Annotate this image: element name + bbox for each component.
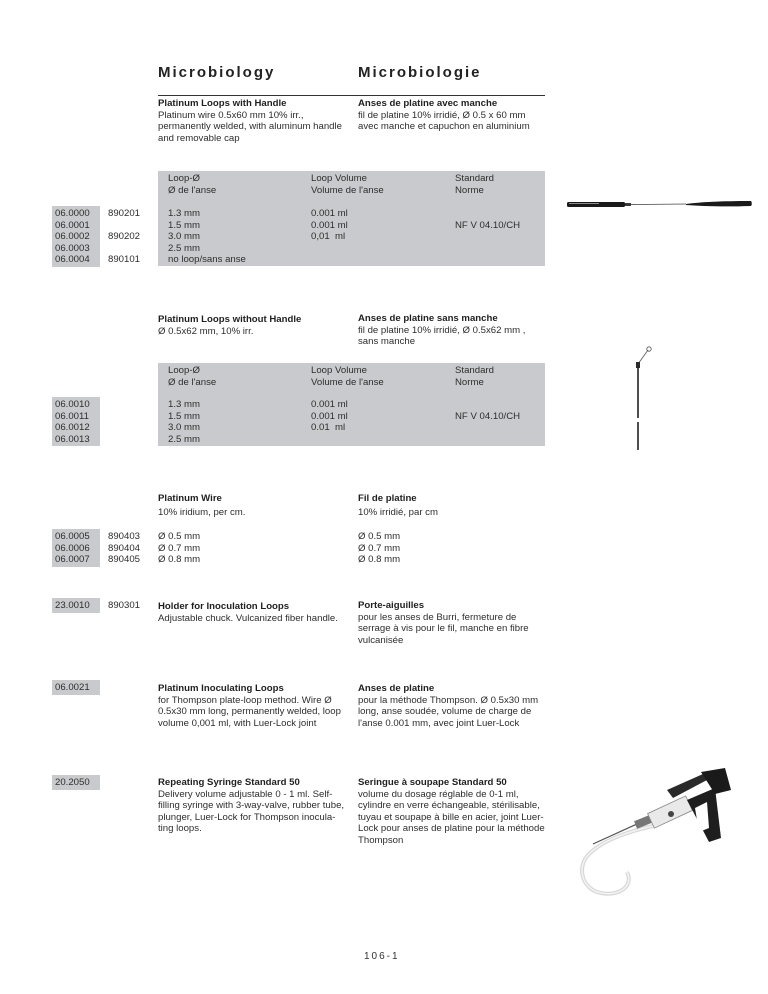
s3-size-fr: Ø 0.7 mm [358, 542, 401, 554]
s1-ref [108, 220, 140, 232]
loop-with-handle-image [566, 196, 756, 212]
s1-volumes [311, 208, 348, 243]
s3-sizes-en [158, 531, 200, 566]
s3-size-fr: Ø 0.5 mm [358, 531, 401, 542]
s6-desc-en-2: filling syringe with 3-way-valve, rubber tube, [158, 800, 345, 811]
s1-refs [108, 208, 140, 266]
syringe-image [575, 768, 743, 913]
s5-desc-fr-3: l'anse 0.001 mm, avec joint Luer-Lock [358, 717, 520, 729]
chuck-shape [625, 203, 631, 206]
s1-sizes [168, 208, 246, 266]
s3-desc-fr-1: 10% irridié, par cm [358, 506, 438, 518]
s3-ref: 890405 [108, 554, 141, 565]
s1-th-volume [311, 173, 384, 196]
s1-ref: 890201 [108, 208, 141, 219]
s1-standard: NF V 04.10/CH [455, 220, 521, 231]
s1-volume: 0,01 ml [311, 231, 346, 242]
page-number: 106-1 [364, 951, 400, 962]
s1-th-standard-fr: Norme [455, 184, 484, 196]
s3-size-en: Ø 0.5 mm [158, 531, 201, 542]
header-divider [158, 95, 545, 96]
s6-desc-fr-1: volume du dosage réglable de 0-1 ml, [358, 788, 519, 800]
s1-desc-en-1: Platinum wire 0.5x60 mm 10% irr., [158, 109, 304, 121]
s1-size: 2.5 mm [168, 242, 200, 254]
s3-sizes-fr [358, 531, 400, 566]
s1-desc-en-2: permanently welded, with aluminum handle [158, 121, 342, 132]
s1-ref: 890202 [108, 231, 141, 242]
s1-desc-fr-1: fil de platine 10% irridié, Ø 0.5 x 60 mm [358, 109, 526, 121]
s1-code: 06.0000 [55, 208, 90, 219]
handle-highlight [569, 203, 599, 204]
s2-th-loop-fr: Ø de l'anse [168, 376, 217, 388]
s3-title-fr: Fil de platine [358, 493, 417, 504]
s1-ref [108, 243, 140, 255]
s1-volume: 0.001 ml [311, 208, 348, 219]
s1-volume: 0.001 ml [311, 219, 348, 231]
s2-volumes [311, 399, 348, 434]
sleeve-shape [686, 201, 752, 206]
s1-th-standard-en: Standard [455, 173, 494, 184]
s5-en-block [158, 683, 353, 729]
s1-fr-block [358, 98, 548, 133]
s6-desc-en-3: plunger, Luer-Lock for Thompson inocula- [158, 811, 336, 823]
s2-code: 06.0013 [55, 433, 90, 445]
s4-ref: 890301 [108, 600, 141, 611]
loop-wire [638, 350, 648, 364]
s4-title-fr: Porte-aiguilles [358, 600, 425, 611]
s6-desc-fr-4: Lock pour anses de platine pour la méthode [358, 823, 545, 834]
s1-desc-en-3: and removable cap [158, 132, 240, 144]
s5-desc-fr-1: pour la méthode Thompson. Ø 0.5x30 mm [358, 694, 539, 706]
s1-ref: 890101 [108, 254, 141, 265]
s4-desc-fr-1: pour les anses de Burri, fermeture de [358, 611, 517, 623]
s1-size: 1.5 mm [168, 219, 200, 231]
s3-code: 06.0005 [55, 531, 90, 542]
s6-en-block [158, 777, 353, 835]
s6-title-fr: Seringue à soupape Standard 50 [358, 777, 507, 788]
s3-ref: 890403 [108, 531, 141, 542]
s1-desc-fr-2: avec manche et capuchon en aluminium [358, 121, 530, 132]
s1-code: 06.0004 [55, 254, 90, 265]
s1-size: no loop/sans anse [168, 254, 246, 265]
s4-title-en: Holder for Inoculation Loops [158, 601, 290, 612]
s3-code: 06.0006 [55, 542, 90, 554]
loop-without-handle-image [628, 344, 654, 452]
s2-th-volume-fr: Volume de l'anse [311, 376, 384, 388]
s6-desc-fr-2: cylindre en verre échangeable, stérilisable, [358, 800, 540, 811]
s2-size: 1.5 mm [168, 410, 200, 422]
s6-desc-en-1: Delivery volume adjustable 0 - 1 ml. Self- [158, 788, 333, 800]
s3-desc-en-1: 10% iridium, per cm. [158, 506, 246, 518]
s1-th-loop-fr: Ø de l'anse [168, 184, 217, 196]
s5-title-en: Platinum Inoculating Loops [158, 683, 284, 694]
s1-size: 3.0 mm [168, 231, 200, 242]
s2-title-fr: Anses de platine sans manche [358, 313, 498, 324]
plunger-lever [701, 768, 731, 794]
s5-title-fr: Anses de platine [358, 683, 435, 694]
s3-refs [108, 531, 140, 566]
s2-en-block [158, 314, 353, 337]
s4-desc-fr-2: serrage à vis pour le fil, manche en fibre [358, 623, 529, 634]
s6-desc-en-4: ting loops. [158, 823, 202, 834]
s1-code: 06.0002 [55, 231, 90, 242]
s6-title-en: Repeating Syringe Standard 50 [158, 777, 300, 788]
s2-th-volume-en: Loop Volume [311, 365, 368, 376]
s1-codes [52, 206, 100, 267]
s3-size-en: Ø 0.7 mm [158, 542, 201, 554]
header-left-title: Microbiology [158, 64, 276, 81]
s2-th-standard [455, 365, 494, 388]
s3-size-en: Ø 0.8 mm [158, 554, 201, 565]
s4-desc-en-1: Adjustable chuck. Vulcanized fiber handle. [158, 612, 338, 624]
s2-desc-fr-2: sans manche [358, 336, 416, 347]
s2-th-loop-en: Loop-Ø [168, 365, 200, 376]
s2-fr-block [358, 313, 548, 348]
s1-th-loop-en: Loop-Ø [168, 173, 200, 184]
s3-en-block [158, 493, 353, 518]
s3-codes [52, 529, 100, 567]
s4-code: 23.0010 [52, 598, 100, 613]
loop-chuck [636, 362, 640, 368]
s1-th-volume-en: Loop Volume [311, 173, 368, 184]
s2-th-standard-fr: Norme [455, 376, 484, 388]
s3-code: 06.0007 [55, 554, 90, 565]
s5-fr-block [358, 683, 548, 729]
s1-title-en: Platinum Loops with Handle [158, 98, 287, 109]
s3-title-en: Platinum Wire [158, 493, 222, 504]
s6-code: 20.2050 [52, 775, 100, 790]
s2-size: 1.3 mm [168, 399, 200, 410]
s2-size: 2.5 mm [168, 433, 200, 445]
s4-desc-fr-3: vulcanisée [358, 634, 404, 646]
s3-ref: 890404 [108, 542, 141, 554]
s5-desc-en-3: volume 0,001 ml, with Luer-Lock joint [158, 717, 317, 729]
s1-th-volume-fr: Volume de l'anse [311, 184, 384, 196]
s2-volume: 0.01 ml [311, 422, 346, 433]
s5-desc-fr-2: long, anse soudée, volume de charge de [358, 706, 532, 717]
s2-code: 06.0012 [55, 422, 90, 433]
s4-fr-block [358, 600, 548, 646]
handle-shape [567, 202, 625, 207]
s6-fr-block [358, 777, 548, 846]
s1-en-block [158, 98, 353, 144]
header-right-title: Microbiologie [358, 64, 482, 81]
s3-size-fr: Ø 0.8 mm [358, 554, 401, 565]
s1-th-loop [168, 173, 216, 196]
s5-code: 06.0021 [52, 680, 100, 695]
s2-desc-en-1: Ø 0.5x62 mm, 10% irr. [158, 325, 254, 337]
s2-codes [52, 397, 100, 446]
s1-code: 06.0003 [55, 242, 90, 254]
s1-title-fr: Anses de platine avec manche [358, 98, 498, 109]
s2-standard: NF V 04.10/CH [455, 411, 521, 422]
s6-desc-fr-3: tuyau et soupape à bille en acier, joint Luer- [358, 811, 544, 823]
s2-size: 3.0 mm [168, 422, 200, 433]
s2-code: 06.0010 [55, 399, 90, 410]
s2-th-standard-en: Standard [455, 365, 494, 376]
loop-eye [647, 347, 651, 351]
s2-th-volume [311, 365, 384, 388]
s2-desc-fr-1: fil de platine 10% irridié, Ø 0.5x62 mm , [358, 324, 526, 336]
s6-desc-fr-5: Thompson [358, 834, 404, 846]
s2-sizes [168, 399, 200, 445]
s2-volume: 0.001 ml [311, 399, 348, 410]
s2-volume: 0.001 ml [311, 410, 348, 422]
s2-code: 06.0011 [55, 410, 89, 422]
s2-title-en: Platinum Loops without Handle [158, 314, 302, 325]
tube-inner [582, 826, 653, 894]
wire-line [631, 204, 686, 205]
s1-size: 1.3 mm [168, 208, 200, 219]
s1-code: 06.0001 [55, 219, 90, 231]
s1-th-standard [455, 173, 494, 196]
s5-desc-en-2: 0.5x30 mm long, permanently welded, loop [158, 706, 341, 717]
s3-fr-block [358, 493, 548, 518]
s5-desc-en-1: for Thompson plate-loop method. Wire Ø [158, 694, 332, 706]
valve-knob [668, 811, 674, 817]
s2-th-loop [168, 365, 216, 388]
s4-en-block [158, 601, 353, 624]
